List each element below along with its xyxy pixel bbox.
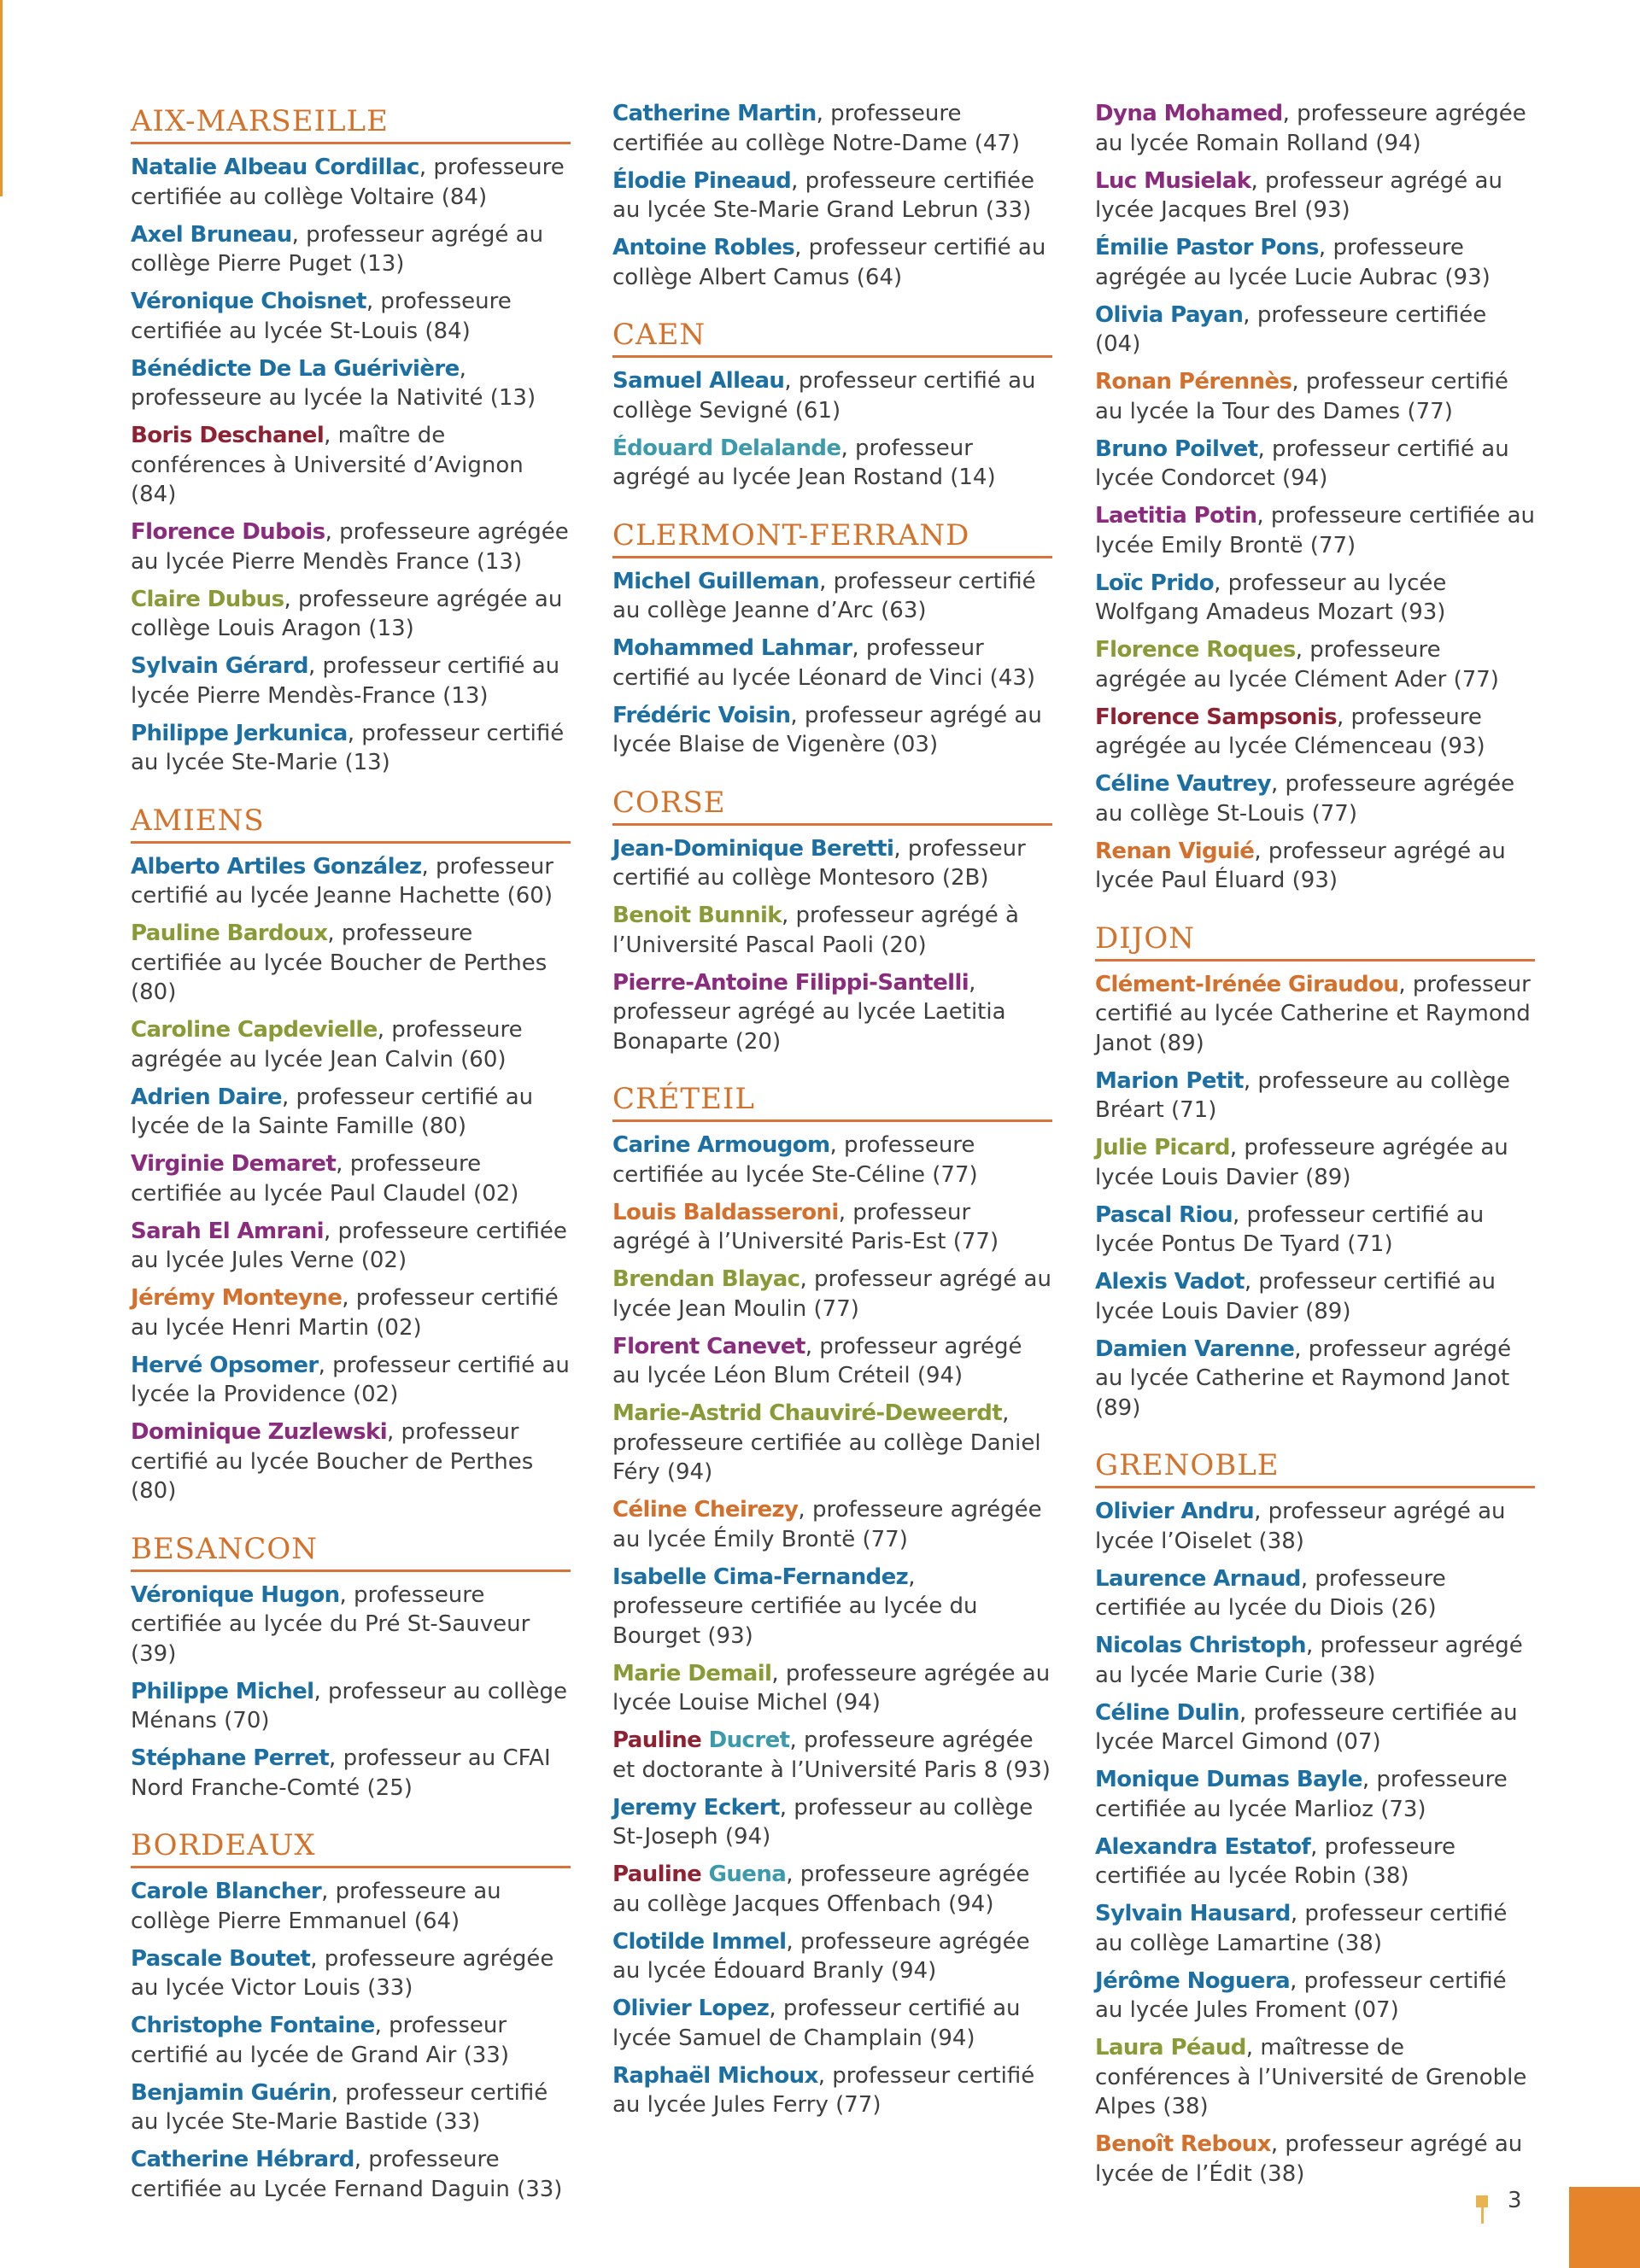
contributor-role: , professeur certifié au lycée de Grand Air (33) — [131, 2013, 509, 2068]
contributor-entry — [131, 1677, 571, 1736]
contributor-name: Caroline Capdevielle — [131, 1017, 378, 1043]
contributor-entry — [612, 2061, 1052, 2120]
section-title: CRÉTEIL — [612, 1077, 1052, 1122]
contributor-role: , professeur certifié au lycée Pierre Mendès-France (13) — [131, 653, 560, 709]
contributor-entry — [131, 2145, 571, 2204]
contributor-role: , professeur certifié au lycée Boucher de Perthes (80) — [131, 1419, 534, 1504]
contributor-entry — [1095, 1201, 1535, 1260]
contributor-role: , professeure certifiée au lycée du Bourget (93) — [612, 1564, 978, 1649]
contributor-entry — [131, 1418, 571, 1506]
academy-section — [612, 780, 1052, 1057]
contributor-role: , professeur agrégé au lycée Jean Moulin (77) — [612, 1266, 1051, 1322]
contributor-entry — [131, 719, 571, 778]
contributor-name: Isabelle Cima-Fernandez — [612, 1564, 909, 1590]
contributor-name: Jeremy Eckert — [612, 1794, 780, 1821]
contributor-role: , professeur agrégé à l’Université Paris-Est (77) — [612, 1199, 999, 1254]
contributor-entry — [1095, 569, 1535, 628]
contributor-entry — [131, 2078, 571, 2137]
contributor-name: Catherine Hébrard — [131, 2147, 354, 2172]
contributor-role: , professeure agrégée au lycée Jean Calvin (60) — [131, 1017, 523, 1073]
academy-section — [131, 99, 571, 778]
contributor-name: Florent Canevet — [612, 1333, 805, 1359]
contributor-role: , professeure agrégée au lycée Édouard Branly (94) — [612, 1928, 1030, 1984]
contributor-entry — [1095, 2130, 1535, 2189]
contributor-role: , professeur certifié au lycée Léonard de Vinci (43) — [612, 635, 1036, 691]
contributor-name: Loïc Prido — [1095, 570, 1215, 596]
contributor-role: , professeur agrégé au lycée Paul Éluard (93) — [1095, 838, 1506, 893]
contributor-role: , professeure agrégée au collège Jacques Offenbach (94) — [612, 1862, 1030, 1917]
contributor-entry — [1095, 1833, 1535, 1891]
contributor-role: , professeure certifiée au lycée Boucher de Perthes (80) — [131, 921, 548, 1005]
contributor-name: Michel Guilleman — [612, 568, 820, 594]
contributor-name: Pauline — [612, 1727, 702, 1753]
contributor-name: Laurence Arnaud — [1095, 1565, 1301, 1592]
contributor-role: , professeur certifié au collège Lamartine (38) — [1095, 1901, 1508, 1956]
section-title: CAEN — [612, 313, 1052, 358]
contributor-role: , professeure agrégée au lycée Clémenceau (93) — [1095, 704, 1485, 759]
contributor-name: Sylvain Gérard — [131, 653, 308, 679]
contributor-name: Alberto Artiles González — [131, 853, 422, 880]
contributor-entry — [1095, 1899, 1535, 1958]
academy-section — [612, 313, 1052, 493]
contributor-name: Raphaël Michoux — [612, 2062, 818, 2089]
contributor-entry — [131, 1744, 571, 1803]
page-marker-line — [1481, 2207, 1484, 2224]
contributor-role: , professeur agrégé au lycée Marie Curie (38) — [1095, 1633, 1523, 1688]
contributor-entry — [1095, 167, 1535, 225]
contributor-entry — [131, 1351, 571, 1410]
contributor-role: , professeure au collège Pierre Emmanuel (64) — [131, 1879, 501, 1934]
contributor-entry — [1095, 1967, 1535, 2025]
contributor-entry — [1095, 1067, 1535, 1125]
contributor-role: , professeur agrégé au lycée de l’Édit (38) — [1095, 2131, 1523, 2187]
contributor-entry — [612, 366, 1052, 425]
contributor-name: Laura Péaud — [1095, 2035, 1246, 2060]
contributor-name: Bruno Poilvet — [1095, 435, 1258, 462]
contributor-entry — [131, 652, 571, 710]
contributor-entry — [612, 1399, 1052, 1488]
contributor-name: Monique Dumas Bayle — [1095, 1767, 1362, 1792]
contributor-name: Marion Petit — [1095, 1067, 1244, 1094]
contributor-name-part: Ducret — [701, 1727, 790, 1753]
contributor-role: , professeur certifié au lycée Condorcet (94) — [1095, 435, 1509, 491]
academy-section — [131, 1527, 571, 1803]
contributor-role: , professeur certifié au lycée Jules Froment (07) — [1095, 1967, 1507, 2023]
contributor-name: Renan Viguié — [1095, 838, 1255, 864]
academy-section — [612, 1077, 1052, 2120]
contributor-name: Pierre-Antoine Filippi-Santelli — [612, 969, 969, 996]
contributor-name: Clément-Irénée Giraudou — [1095, 971, 1399, 997]
contributor-entry — [612, 834, 1052, 893]
contributor-name: Sarah El Amrani — [131, 1218, 324, 1244]
contributor-name: Clotilde Immel — [612, 1928, 787, 1955]
contributor-name: Carine Armougom — [612, 1132, 830, 1158]
contributor-role: , professeur au CFAI Nord Franche-Comté (25) — [131, 1745, 551, 1801]
contributor-name: Carole Blancher — [131, 1879, 322, 1904]
contributor-name: Louis Baldasseroni — [612, 1199, 839, 1225]
contributor-role: , professeur certifié au lycée Louis Davier (89) — [1095, 1269, 1496, 1324]
contributor-entry — [612, 634, 1052, 693]
section-title: BESANCON — [131, 1527, 571, 1572]
contributor-entry — [1095, 837, 1535, 896]
contributor-entry — [1095, 970, 1535, 1059]
contributor-name: Dyna Mohamed — [1095, 101, 1283, 126]
contributor-entry — [131, 354, 571, 413]
contributor-role: , professeure certifiée au collège Notre-Dame (47) — [612, 101, 1021, 156]
contributor-name: Damien Varenne — [1095, 1336, 1295, 1362]
contributor-name: Olivia Payan — [1095, 301, 1244, 328]
contributor-entry — [1095, 1133, 1535, 1192]
contributor-name: Adrien Daire — [131, 1084, 282, 1110]
contributor-name: Brendan Blayac — [612, 1266, 800, 1292]
contributor-role: , professeure certifiée au lycée du Diois (26) — [1095, 1565, 1446, 1621]
academy-section — [1095, 1443, 1535, 2189]
contributor-role: , professeure agrégée au lycée Lucie Aubrac (93) — [1095, 235, 1491, 290]
contributor-entry — [612, 901, 1052, 960]
contributor-role: , professeur certifié au lycée la Providence (02) — [131, 1352, 570, 1407]
contributor-role: , professeure certifiée au lycée Robin (38) — [1095, 1833, 1456, 1889]
contributor-role: , professeur agrégé au lycée l’Oiselet (38) — [1095, 1499, 1506, 1554]
contributor-role: , professeur agrégé au lycée Blaise de Vigenère (03) — [612, 702, 1042, 757]
contributor-role: , professeur certifié au collège Montesoro (2B) — [612, 835, 1026, 891]
contributor-role: , professeure agrégée au lycée Romain Rolland (94) — [1095, 101, 1526, 156]
contributor-role: , professeur agrégé au lycée Jean Rostand (14) — [612, 435, 996, 490]
contributor-role: , professeur certifié au lycée de la Sainte Famille (80) — [131, 1084, 534, 1139]
contributor-name: Florence Dubois — [131, 519, 325, 545]
contributor-role: , professeur certifié au lycée Pontus De Tyard (71) — [1095, 1201, 1485, 1257]
contributor-name: Marie Demail — [612, 1660, 772, 1686]
contributor-name: Pascal Riou — [1095, 1201, 1233, 1228]
column-1 — [131, 99, 571, 2224]
contributor-entry — [1095, 233, 1535, 292]
contributor-name: Pauline Bardoux — [131, 921, 328, 946]
contributor-role: , professeur agrégé à l’Université Pascal Paoli (20) — [612, 903, 1019, 958]
contributor-name: Édouard Delalande — [612, 435, 841, 461]
contributor-role: , professeure certifiée (04) — [1095, 301, 1487, 357]
contributor-name: Élodie Pineaud — [612, 167, 792, 194]
contributor-entry — [1095, 301, 1535, 359]
contributor-role: , professeure certifiée au Lycée Fernand Daguin (33) — [131, 2147, 563, 2202]
contributor-role: , maître de conférences à Université d’Avignon (84) — [131, 423, 524, 507]
contributor-entry — [612, 1860, 1052, 1919]
column-2 — [612, 99, 1052, 2141]
contributor-entry — [131, 585, 571, 644]
contributor-role: , professeure au lycée la Nativité (13) — [131, 355, 536, 411]
contributor-entry — [612, 1198, 1052, 1257]
contributor-role: , professeure certifiée au lycée Emily Brontë (77) — [1095, 503, 1536, 558]
contributor-role: , professeure agrégée au collège St-Louis (77) — [1095, 771, 1515, 827]
contributor-entry — [1095, 1564, 1535, 1623]
contributor-entry — [612, 1332, 1052, 1391]
contributor-name: Luc Musielak — [1095, 167, 1251, 194]
contributor-name: Stéphane Perret — [131, 1745, 330, 1771]
contributor-name: Christophe Fontaine — [131, 2013, 375, 2038]
contributor-entry — [131, 1083, 571, 1142]
contributor-entry — [612, 1131, 1052, 1190]
contributor-entry — [1095, 501, 1535, 560]
contributor-role: , professeure certifiée au collège Daniel Féry (94) — [612, 1400, 1041, 1485]
page-marker-square — [1476, 2195, 1488, 2207]
contributor-entry — [131, 1581, 571, 1669]
contributor-role: , professeur certifié au lycée Henri Martin (02) — [131, 1285, 559, 1341]
contributor-role: , professeure agrégée au lycée Victor Louis (33) — [131, 1945, 554, 2001]
contributor-entry — [131, 1217, 571, 1276]
contributor-role: , professeure au collège Bréart (71) — [1095, 1067, 1510, 1123]
contributor-entry — [131, 287, 571, 346]
contributor-name: Philippe Jerkunica — [131, 720, 348, 746]
contributor-entry — [1095, 2033, 1535, 2122]
contributor-entry — [1095, 367, 1535, 426]
contributor-role: , professeur agrégé au lycée Laetitia Bonaparte (20) — [612, 969, 1006, 1055]
contributor-entry — [1095, 1765, 1535, 1824]
contributor-entry — [612, 99, 1052, 158]
contributor-entry — [131, 153, 571, 212]
column-3 — [1095, 99, 1535, 2209]
contributor-entry — [131, 919, 571, 1008]
contributor-entry — [131, 1877, 571, 1936]
contributor-role: , professeure agrégée au lycée Pierre Mendès France (13) — [131, 519, 569, 575]
contributor-entry — [131, 1015, 571, 1074]
section-title: AMIENS — [131, 798, 571, 844]
contributor-name: Catherine Martin — [612, 101, 817, 126]
contributor-name-part: Guena — [701, 1862, 787, 1887]
contributor-entry — [1095, 435, 1535, 494]
contributor-entry — [612, 1726, 1052, 1785]
contributor-name: Véronique Hugon — [131, 1581, 340, 1608]
contributor-name: Axel Bruneau — [131, 221, 292, 248]
section-title: CORSE — [612, 780, 1052, 826]
contributor-entry — [612, 1563, 1052, 1651]
academy-section — [131, 798, 571, 1506]
contributor-entry — [612, 968, 1052, 1057]
contributor-role: , professeure certifiée au lycée Jules Verne (02) — [131, 1218, 567, 1273]
contributor-name: Véronique Choisnet — [131, 289, 366, 314]
contributor-entry — [131, 2011, 571, 2070]
contributor-role: , professeur au collège Ménans (70) — [131, 1678, 568, 1733]
contributor-role: , professeure agrégée au lycée Clément Ader (77) — [1095, 637, 1499, 693]
contributor-role: , professeure agrégée et doctorante à l’Université Paris 8 (93) — [612, 1727, 1051, 1783]
contributor-role: , professeur certifié au lycée Samuel de Champlain (94) — [612, 1996, 1021, 2051]
contributor-role: , professeur agrégé au lycée Catherine et Raymond Janot (89) — [1095, 1336, 1512, 1421]
contributor-name: Julie Picard — [1095, 1135, 1230, 1160]
contributor-role: , professeur certifié au collège Jeanne d’Arc (63) — [612, 568, 1036, 623]
contributor-entry — [612, 1265, 1052, 1324]
contributor-entry — [612, 233, 1052, 292]
section-title: DIJON — [1095, 916, 1535, 962]
contributor-name: Virginie Demaret — [131, 1151, 337, 1177]
contributor-entry — [612, 1495, 1052, 1554]
contributor-name: Olivier Lopez — [612, 1996, 770, 2021]
contributor-role: , professeure agrégée au lycée Louise Michel (94) — [612, 1660, 1051, 1716]
contributor-name: Dominique Zuzlewski — [131, 1419, 388, 1445]
contributor-role: , professeur certifié au collège Albert Camus (64) — [612, 235, 1046, 290]
contributor-name: Antoine Robles — [612, 235, 795, 260]
contributor-name: Alexis Vadot — [1095, 1269, 1245, 1295]
contributor-name: Céline Cheirezy — [612, 1497, 799, 1523]
contributor-role: , professeur au lycée Wolfgang Amadeus Mozart (93) — [1095, 570, 1447, 625]
contributor-role: , professeur au collège St-Joseph (94) — [612, 1794, 1034, 1850]
contributor-name: Émilie Pastor Pons — [1095, 235, 1319, 260]
contributor-name: Jérôme Noguera — [1095, 1967, 1291, 1994]
contributor-entry — [131, 517, 571, 576]
contributor-role: , professeur agrégé au lycée Léon Blum Créteil (94) — [612, 1333, 1022, 1388]
academy-section — [131, 1823, 571, 2204]
contributor-name: Jérémy Monteyne — [131, 1285, 343, 1311]
page-number: 3 — [1508, 2188, 1522, 2213]
contributor-entry — [131, 421, 571, 510]
section-title: GRENOBLE — [1095, 1443, 1535, 1488]
contributor-entry — [1095, 1631, 1535, 1690]
contributor-name: Florence Sampsonis — [1095, 704, 1338, 730]
contributor-entry — [131, 852, 571, 911]
contributor-entry — [612, 1927, 1052, 1986]
contributor-name: Sylvain Hausard — [1095, 1901, 1291, 1926]
contributor-entry — [1095, 769, 1535, 828]
contributor-entry — [1095, 635, 1535, 694]
contributor-entry — [131, 1149, 571, 1208]
contributor-name: Bénédicte De La Guérivière — [131, 355, 460, 382]
contributor-role: , professeure certifiée au lycée Paul Claudel (02) — [131, 1151, 519, 1207]
contributor-name: Jean-Dominique Beretti — [612, 835, 894, 862]
academy-section — [612, 99, 1052, 292]
contributor-entry — [612, 1793, 1052, 1852]
contributor-entry — [1095, 703, 1535, 762]
contributor-name: Natalie Albeau Cordillac — [131, 155, 419, 180]
contributor-entry — [612, 434, 1052, 493]
contributor-role: , professeure agrégée au collège Louis Aragon (13) — [131, 586, 563, 641]
contributor-entry — [612, 1659, 1052, 1718]
academy-section — [1095, 99, 1535, 896]
section-title: AIX-MARSEILLE — [131, 99, 571, 144]
contributor-role: , professeure certifiée au lycée Ste-Céline (77) — [612, 1132, 978, 1188]
contributor-entry — [1095, 1497, 1535, 1556]
contributor-name: Olivier Andru — [1095, 1499, 1255, 1524]
contributor-entry — [1095, 1267, 1535, 1326]
contributor-role: , professeur certifié au lycée Jeanne Hachette (60) — [131, 853, 554, 909]
contributor-role: , professeure certifiée au lycée du Pré St-Sauveur (39) — [131, 1581, 530, 1667]
contributor-role: , professeur certifié au lycée Ste-Marie (13) — [131, 720, 565, 775]
contributor-role: , professeure certifiée au lycée Ste-Marie Grand Lebrun (33) — [612, 167, 1035, 223]
contributor-role: , professeure agrégée au lycée Émily Brontë (77) — [612, 1497, 1042, 1552]
contributor-name: Frédéric Voisin — [612, 702, 791, 728]
contributor-role: , professeure certifiée au lycée St-Louis (84) — [131, 289, 512, 344]
contributor-name: Boris Deschanel — [131, 423, 325, 448]
contributor-role: , professeure certifiée au lycée Marlioz (73) — [1095, 1767, 1508, 1822]
contributor-name: Claire Dubus — [131, 586, 284, 612]
contributor-name: Pauline — [612, 1862, 702, 1887]
contributor-role: , professeure certifiée au lycée Marcel Gimond (07) — [1095, 1699, 1518, 1755]
contributor-name: Philippe Michel — [131, 1678, 314, 1704]
contributor-role: , professeure agrégée au lycée Louis Davier (89) — [1095, 1135, 1508, 1190]
page-corner-block — [1569, 2187, 1640, 2268]
academy-section — [612, 513, 1052, 760]
section-title: CLERMONT-FERRAND — [612, 513, 1052, 558]
contributor-role: , professeur agrégé au collège Pierre Puget (13) — [131, 221, 544, 277]
contributor-name: Alexandra Estatof — [1095, 1833, 1311, 1860]
contributor-name: Florence Roques — [1095, 637, 1296, 663]
corner-accent-bar — [0, 0, 3, 196]
contributor-name: Nicolas Christoph — [1095, 1633, 1306, 1658]
contributor-entry — [1095, 99, 1535, 158]
contributor-name: Marie-Astrid Chauviré-Deweerdt — [612, 1400, 1003, 1426]
academy-section — [1095, 916, 1535, 1423]
contributor-entry — [1095, 1698, 1535, 1757]
contributor-role: , professeur certifié au collège Sevigné (61) — [612, 368, 1036, 424]
contributors-list — [131, 99, 1544, 2202]
contributor-name: Benoît Reboux — [1095, 2131, 1271, 2157]
contributor-entry — [612, 701, 1052, 760]
contributor-role: , maîtresse de conférences à l’Université de Grenoble Alpes (38) — [1095, 2035, 1527, 2119]
contributor-entry — [1095, 1335, 1535, 1423]
contributor-role: , professeur certifié au lycée Catherine et Raymond Janot (89) — [1095, 971, 1531, 1056]
contributor-name: Benjamin Guérin — [131, 2079, 331, 2106]
contributor-name: Ronan Pérennès — [1095, 369, 1292, 395]
contributor-entry — [612, 167, 1052, 225]
contributor-name: Pascale Boutet — [131, 1945, 311, 1972]
contributor-entry — [612, 1994, 1052, 2053]
contributor-entry — [131, 1283, 571, 1342]
contributor-name: Céline Dulin — [1095, 1699, 1239, 1726]
contributor-name: Benoit Bunnik — [612, 903, 782, 928]
contributor-entry — [131, 1944, 571, 2003]
contributor-role: , professeur agrégé au lycée Jacques Brel (93) — [1095, 167, 1502, 223]
contributor-role: , professeur certifié au lycée la Tour des Dames (77) — [1095, 369, 1508, 424]
contributor-entry — [612, 567, 1052, 626]
contributor-role: , professeure certifiée au collège Voltaire (84) — [131, 155, 565, 210]
contributor-role: , professeur certifié au lycée Ste-Marie Bastide (33) — [131, 2079, 548, 2135]
section-title: BORDEAUX — [131, 1823, 571, 1868]
contributor-entry — [131, 220, 571, 279]
contributor-name: Hervé Opsomer — [131, 1352, 319, 1378]
contributor-name: Laetitia Potin — [1095, 503, 1257, 529]
contributor-role: , professeur certifié au lycée Jules Ferry (77) — [612, 2062, 1035, 2118]
contributor-name: Céline Vautrey — [1095, 771, 1271, 797]
contributor-name: Samuel Alleau — [612, 368, 785, 394]
contributor-name: Mohammed Lahmar — [612, 635, 852, 661]
